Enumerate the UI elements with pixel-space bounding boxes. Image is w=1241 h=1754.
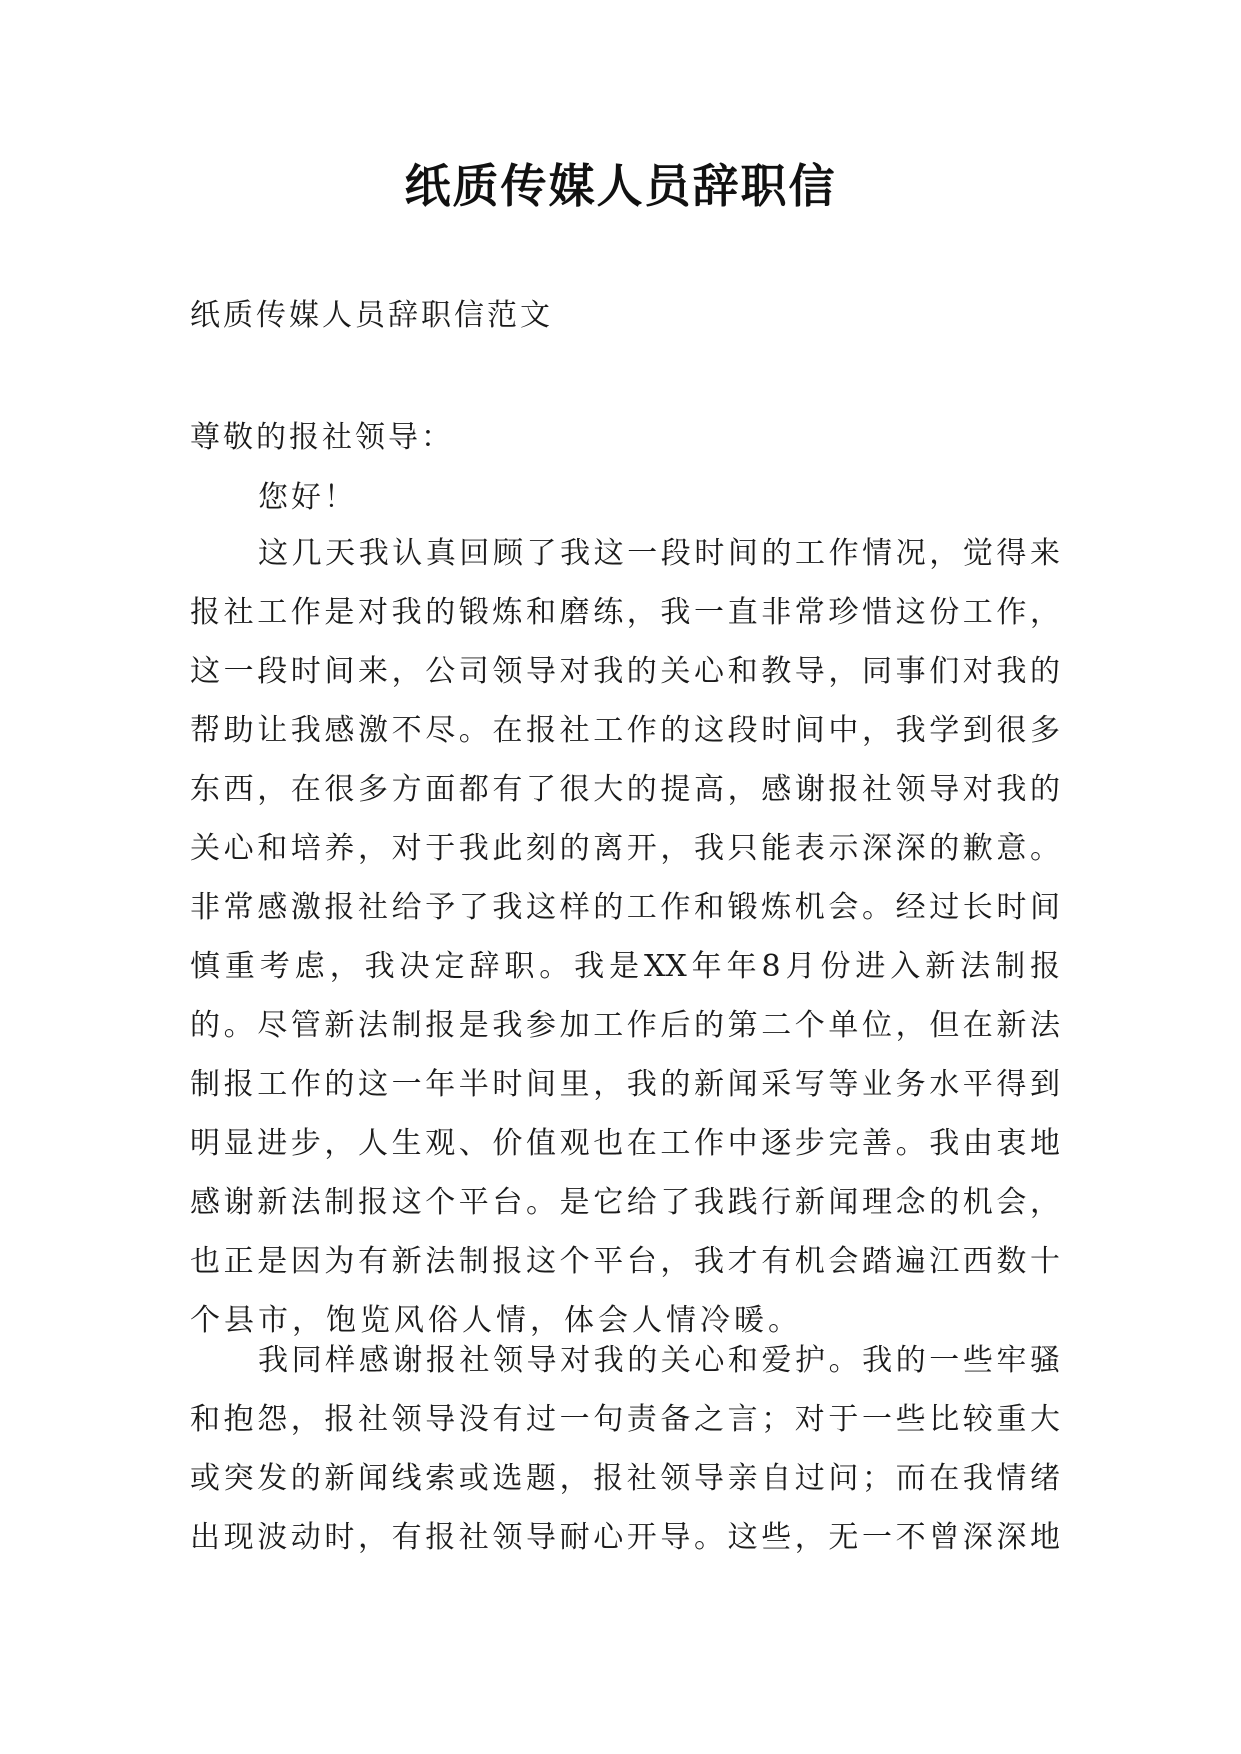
letter-paragraph-1 bbox=[190, 524, 1060, 1350]
paragraph-line: 东西，在很多方面都有了很大的提高，感谢报社领导对我的 bbox=[190, 772, 1060, 807]
paragraph-line: 明显进步，人生观、价值观也在工作中逐步完善。我由衷地 bbox=[190, 1126, 1060, 1161]
paragraph-line: 报社工作是对我的锻炼和磨练，我一直非常珍惜这份工作， bbox=[190, 595, 1060, 630]
paragraph-line: 非常感激报社给予了我这样的工作和锻炼机会。经过长时间 bbox=[190, 890, 1060, 925]
paragraph-line: 关心和培养，对于我此刻的离开，我只能表示深深的歉意。 bbox=[190, 831, 1060, 866]
paragraph-line: 感谢新法制报这个平台。是它给了我践行新闻理念的机会， bbox=[190, 1185, 1060, 1220]
letter-paragraph-2 bbox=[190, 1331, 1060, 1567]
paragraph-line: 的。尽管新法制报是我参加工作后的第二个单位，但在新法 bbox=[190, 1008, 1060, 1043]
paragraph-line: 个县市，饱览风俗人情，体会人情冷暖。 bbox=[190, 1303, 802, 1338]
paragraph-line: 也正是因为有新法制报这个平台，我才有机会踏遍江西数十 bbox=[190, 1244, 1060, 1279]
paragraph-line: 帮助让我感激不尽。在报社工作的这段时间中，我学到很多 bbox=[190, 713, 1060, 748]
paragraph-line: 出现波动时，有报社领导耐心开导。这些，无一不曾深深地 bbox=[190, 1520, 1060, 1555]
letter-greeting: 您好！ bbox=[258, 480, 357, 515]
paragraph-line: 这一段时间来，公司领导对我的关心和教导，同事们对我的 bbox=[190, 654, 1060, 689]
letter-salutation: 尊敬的报社领导： bbox=[190, 420, 454, 455]
paragraph-line: 我同样感谢报社领导对我的关心和爱护。我的一些牢骚 bbox=[258, 1343, 1060, 1378]
paragraph-line: 制报工作的这一年半时间里，我的新闻采写等业务水平得到 bbox=[190, 1067, 1060, 1102]
paragraph-line: 或突发的新闻线索或选题，报社领导亲自过问；而在我情绪 bbox=[190, 1461, 1060, 1496]
paragraph-line: 这几天我认真回顾了我这一段时间的工作情况，觉得来 bbox=[258, 536, 1060, 571]
paragraph-line: 和抱怨，报社领导没有过一句责备之言；对于一些比较重大 bbox=[190, 1402, 1060, 1437]
document-title: 纸质传媒人员辞职信 bbox=[404, 159, 837, 213]
paragraph-line: 慎重考虑，我决定辞职。我是XX年年8月份进入新法制报 bbox=[190, 949, 1060, 984]
document-subtitle: 纸质传媒人员辞职信范文 bbox=[190, 298, 553, 333]
